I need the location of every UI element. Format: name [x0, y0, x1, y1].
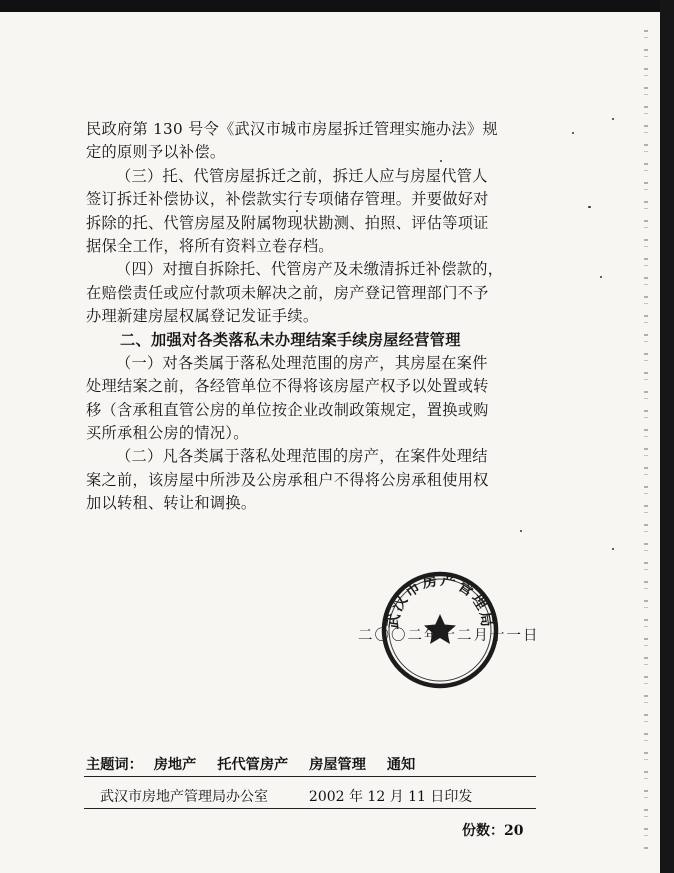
body-line: 加以转租、转让和调换。 [86, 494, 257, 513]
document-body [86, 118, 546, 516]
issue-date: 二〇〇二年十二月十一日 [358, 628, 540, 644]
body-line: 处理结案之前，各经管单位不得将该房屋产权予以处置或转 [86, 377, 489, 396]
section-heading: 二、加强对各类落私未办理结案手续房屋经营管理 [120, 330, 461, 349]
issuer-line [100, 786, 472, 806]
body-line: 拆除的托、代管房屋及附属物现状勘测、拍照、评估等项证 [86, 213, 489, 232]
body-line: 移（含承租直管公房的单位按企业改制政策规定，置换或购 [86, 400, 489, 419]
body-line: （四）对擅自拆除托、代管房产及未缴清拆迁补偿款的， [116, 260, 504, 279]
body-line: （一）对各类属于落私处理范围的房产，其房屋在案件 [116, 353, 488, 372]
copies-count: 份数：20 [462, 823, 524, 839]
seal-text: 武汉市房产管理局 [383, 570, 497, 630]
scan-border-right [660, 0, 674, 873]
body-line: （二）凡各类属于落私处理范围的房产，在案件处理结 [116, 447, 488, 466]
body-line: 定的原则予以补偿。 [86, 143, 226, 162]
scan-edge-noise [644, 30, 648, 850]
keyword: 通知 [386, 757, 416, 773]
issuer-name: 武汉市房地产管理局办公室 [100, 789, 268, 805]
keywords-line [86, 754, 431, 774]
keyword: 房地产 [153, 757, 197, 773]
body-line: 据保全工作，将所有资料立卷存档。 [86, 236, 334, 255]
keyword: 房屋管理 [309, 757, 366, 773]
body-line: 民政府第 130 号令《武汉市城市房屋拆迁管理实施办法》规 [86, 120, 498, 138]
divider [84, 776, 536, 777]
body-line: 案之前，该房屋中所涉及公房承租户不得将公房承租使用权 [86, 470, 489, 489]
print-date: 2002 年 12 月 11 日印发 [308, 789, 473, 805]
scan-border-top [0, 0, 674, 12]
divider [84, 808, 536, 809]
body-line: 办理新建房屋权属登记发证手续。 [86, 307, 319, 326]
body-line: 签订拆迁补偿协议，补偿款实行专项储存管理。并要做好对 [86, 190, 489, 209]
keyword: 托代管房产 [217, 757, 289, 773]
body-line: 在赔偿责任或应付款项未解决之前，房产登记管理部门不予 [86, 283, 489, 302]
keywords-label: 主题词： [86, 757, 143, 773]
body-line: 买所承租公房的情况）。 [86, 424, 249, 443]
body-line: （三）托、代管房屋拆迁之前，拆迁人应与房屋代管人 [116, 166, 488, 185]
